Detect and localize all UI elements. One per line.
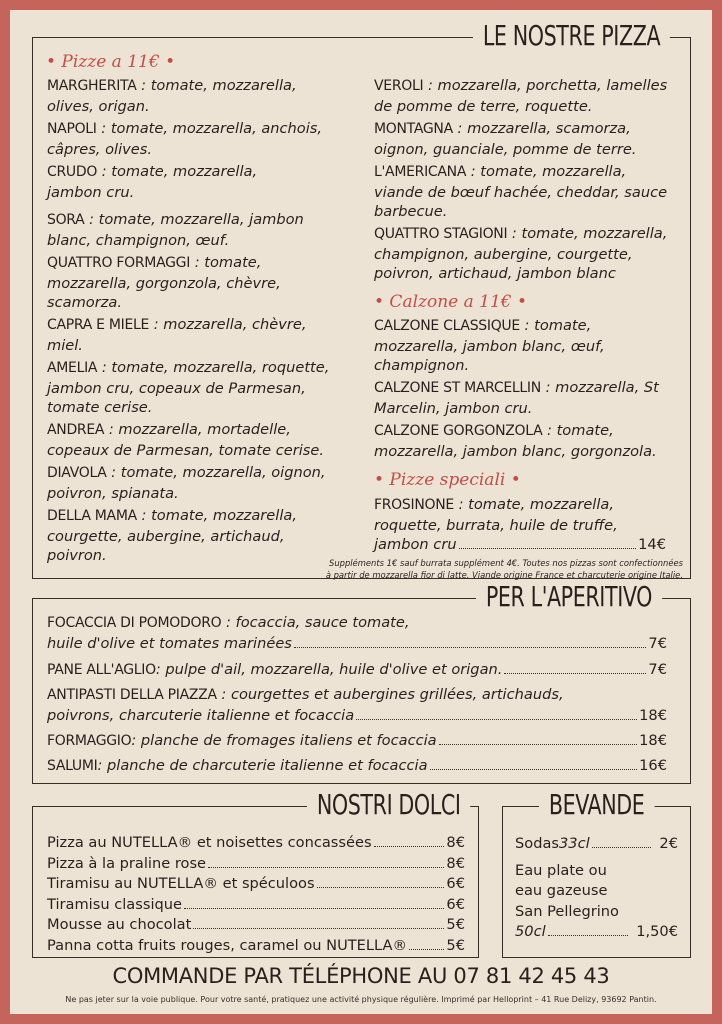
aperitivo-item [47,613,667,653]
calzone-name: CALZONE CLASSIQUE [374,318,520,334]
bevande-section [502,788,691,958]
bevande-title: BEVANDE [539,789,654,821]
pizza-name: ANDREA [47,422,105,438]
calzone-item [374,316,654,376]
water-item [515,922,678,943]
calzone-item [374,421,689,461]
dotted-leader [193,928,444,929]
pizza-item [374,162,674,222]
dolci-label: Pizza au NUTELLA® et noisettes concassées [47,834,372,851]
menu-page [10,10,712,1014]
water-size: 50cl [515,923,546,940]
dotted-leader [208,867,444,868]
pizza-title: LE NOSTRE PIZZA [473,20,670,52]
aperitivo-price: 16€ [639,757,667,774]
dolci-label: Panna cotta fruits rouges, caramel ou NUTELLA® [47,936,408,954]
pizza-section [32,19,691,580]
aperitivo-item [47,756,667,777]
dotted-leader [374,846,445,847]
pizza-desc: : tomate, mozzarella, gorgonzola, chèvre, scamorza. [47,254,281,311]
pizza-name: QUATTRO FORMAGGI [47,255,191,271]
category-calzone: • Calzone a 11€ • [374,292,528,312]
pizza-name: NAPOLI [47,121,97,137]
aperitivo-name: FOCACCIA DI POMODORO [47,615,222,631]
aperitivo-desc: poivrons, charcuterie italienne et focaccia [47,706,355,724]
dolci-item [47,833,465,854]
aperitivo-desc: huile d'olive et tomates marinées [47,634,292,652]
aperitivo-desc: : focaccia, sauce tomate, [221,614,410,631]
aperitivo-section [32,580,691,784]
dolci-list [47,833,465,956]
category-pizze: • Pizze a 11€ • [46,52,176,72]
dolci-price: 8€ [446,854,465,872]
legal-notice: Ne pas jeter sur la voie publique. Pour votre santé, pratiquez une activité physique régulière. Imprimé par Helloprint – 41 Rue Delizy, 93692 Pantin. [65,995,657,1004]
pizza-item [47,210,337,250]
dolci-price: 5€ [446,916,465,933]
special-price: 14€ [638,536,666,553]
pizza-name: DELLA MAMA [47,508,137,524]
pizza-name: VEROLI [374,78,424,94]
pizza-name: DIAVOLA [47,465,107,481]
pizza-desc: : tomate, mozzarella, oignon, poivron, spianata. [47,464,326,502]
soda-item [515,834,678,855]
dotted-leader [294,647,647,648]
pizza-desc: : mozzarella, scamorza, oignon, guanciale, pomme de terre. [374,120,637,158]
pizza-item [47,119,337,159]
aperitivo-item [47,685,667,725]
pizza-item [374,119,674,159]
dotted-leader [504,673,646,674]
aperitivo-item [47,731,667,752]
aperitivo-desc: : planche de charcuterie italienne et focaccia [97,757,428,774]
dolci-title: NOSTRI DOLCI [307,789,470,821]
pizza-item [47,358,347,418]
pizza-name: L'AMERICANA [374,164,467,180]
pizza-desc: : tomate, mozzarella, courgette, aubergine, artichaud, poivron. [47,507,297,564]
pizza-name: QUATTRO STAGIONI [374,226,508,242]
dolci-item [47,854,465,875]
calzone-name: CALZONE GORGONZOLA [374,423,543,439]
special-item [374,495,666,555]
aperitivo-desc: : pulpe d'ail, mozzarella, huile d'olive et origan. [155,661,503,678]
pizza-name: MONTAGNA [374,121,453,137]
dolci-label: Mousse au chocolat [47,916,192,933]
aperitivo-title: PER L'APERITIVO [476,581,662,613]
dotted-leader [430,769,638,770]
aperitivo-price: 18€ [639,706,667,724]
aperitivo-name: FORMAGGIO [47,733,132,749]
soda-size: 33cl [559,835,590,852]
water-line: Eau plate ou [515,861,607,879]
category-speciali: • Pizze speciali • [374,470,521,490]
pizza-name: SORA [47,212,85,228]
pizza-item [47,315,337,355]
dotted-leader [548,935,629,936]
pizza-desc: : tomate, mozzarella, viande de bœuf hachée, cheddar, sauce barbecue. [374,163,668,220]
pizza-name: MARGHERITA [47,78,137,94]
note-line: à partir de mozzarella fior di latte. Viande origine France et charcuterie origine Italie. [325,570,683,580]
dotted-leader [459,548,637,549]
order-phone: COMMANDE PAR TÉLÉPHONE AU 07 81 42 45 43 [112,964,610,988]
aperitivo-desc: : courgettes et aubergines grillées, artichauds, [216,686,564,703]
pizza-desc: : tomate, mozzarella, jambon blanc, champignon, œuf. [47,211,304,249]
aperitivo-desc: : planche de fromages italiens et focaccia [131,732,437,749]
pizza-desc: : mozzarella, chèvre, miel. [47,316,307,354]
water-line: San Pellegrino [515,902,619,920]
calzone-desc: : mozzarella, St Marcelin, jambon cru. [374,379,659,417]
water-price: 1,50€ [636,923,678,940]
soda-price: 2€ [659,835,678,852]
dolci-price: 5€ [446,936,465,954]
pizza-name: CAPRA E MIELE [47,317,150,333]
dolci-item [47,915,465,936]
calzone-item [374,378,674,418]
dolci-item [47,874,465,895]
pizza-item [47,463,347,503]
bevande-list [515,834,678,943]
aperitivo-item [47,660,667,681]
pizza-item [47,76,327,116]
dolci-label: Tiramisu classique [47,895,182,913]
pizza-item [47,420,357,460]
dolci-price: 8€ [446,834,465,851]
special-name: FROSINONE [374,497,454,513]
pizza-desc: : tomate, mozzarella, roquette, jambon cru, copeaux de Parmesan, tomate cerise. [47,359,330,416]
calzone-desc: : tomate, mozzarella, jambon blanc, gorgonzola. [374,422,657,460]
pizza-item [374,224,689,284]
pizza-desc: : tomate, mozzarella, anchois, câpres, olives. [47,120,323,158]
aperitivo-price: 7€ [648,661,667,678]
note-line: Suppléments 1€ sauf burrata supplément 4€. Toutes nos pizzas sont confectionnées [329,558,683,568]
pizza-desc: : mozzarella, mortadelle, copeaux de Parmesan, tomate cerise. [47,421,324,459]
aperitivo-price: 7€ [648,634,667,652]
aperitivo-name: PANE ALL'AGLIO [47,662,156,678]
dolci-section [32,788,479,958]
dotted-leader [317,887,445,888]
supplement-note [233,557,683,581]
dolci-item [47,936,465,957]
pizza-name: AMELIA [47,360,98,376]
calzone-desc: : tomate, mozzarella, jambon blanc, œuf, champignon. [374,317,605,374]
soda-label: Sodas [515,835,560,852]
calzone-name: CALZONE ST MARCELLIN [374,380,541,396]
dotted-leader [592,847,652,848]
dotted-leader [409,949,444,950]
aperitivo-name: ANTIPASTI DELLA PIAZZA [47,687,217,703]
pizza-desc: : mozzarella, porchetta, lamelles de pomme de terre, roquette. [374,77,668,115]
dotted-leader [439,744,638,745]
pizza-item [374,76,689,116]
dolci-price: 6€ [446,875,465,892]
pizza-desc: : tomate, mozzarella, olives, origan. [47,77,297,115]
aperitivo-price: 18€ [639,732,667,749]
dolci-label: Pizza à la praline rose [47,854,207,872]
pizza-name: CRUDO [47,164,98,180]
dolci-item [47,895,465,916]
pizza-desc: : tomate, mozzarella, jambon cru. [47,163,258,201]
dotted-leader [356,719,637,720]
pizza-desc: : tomate, mozzarella, champignon, aubergine, courgette, poivron, artichaud, jambon blanc [374,225,668,282]
dolci-price: 6€ [446,895,465,913]
pizza-item [47,162,287,202]
pizza-item [47,253,307,313]
aperitivo-name: SALUMI [47,758,98,774]
special-desc: : tomate, mozzarella, roquette, burrata, huile de truffe, [374,496,618,534]
dotted-leader [184,908,444,909]
special-desc-end: jambon cru [374,536,457,553]
dolci-label: Tiramisu au NUTELLA® et spéculoos [47,875,315,892]
water-line: eau gazeuse [515,882,608,899]
